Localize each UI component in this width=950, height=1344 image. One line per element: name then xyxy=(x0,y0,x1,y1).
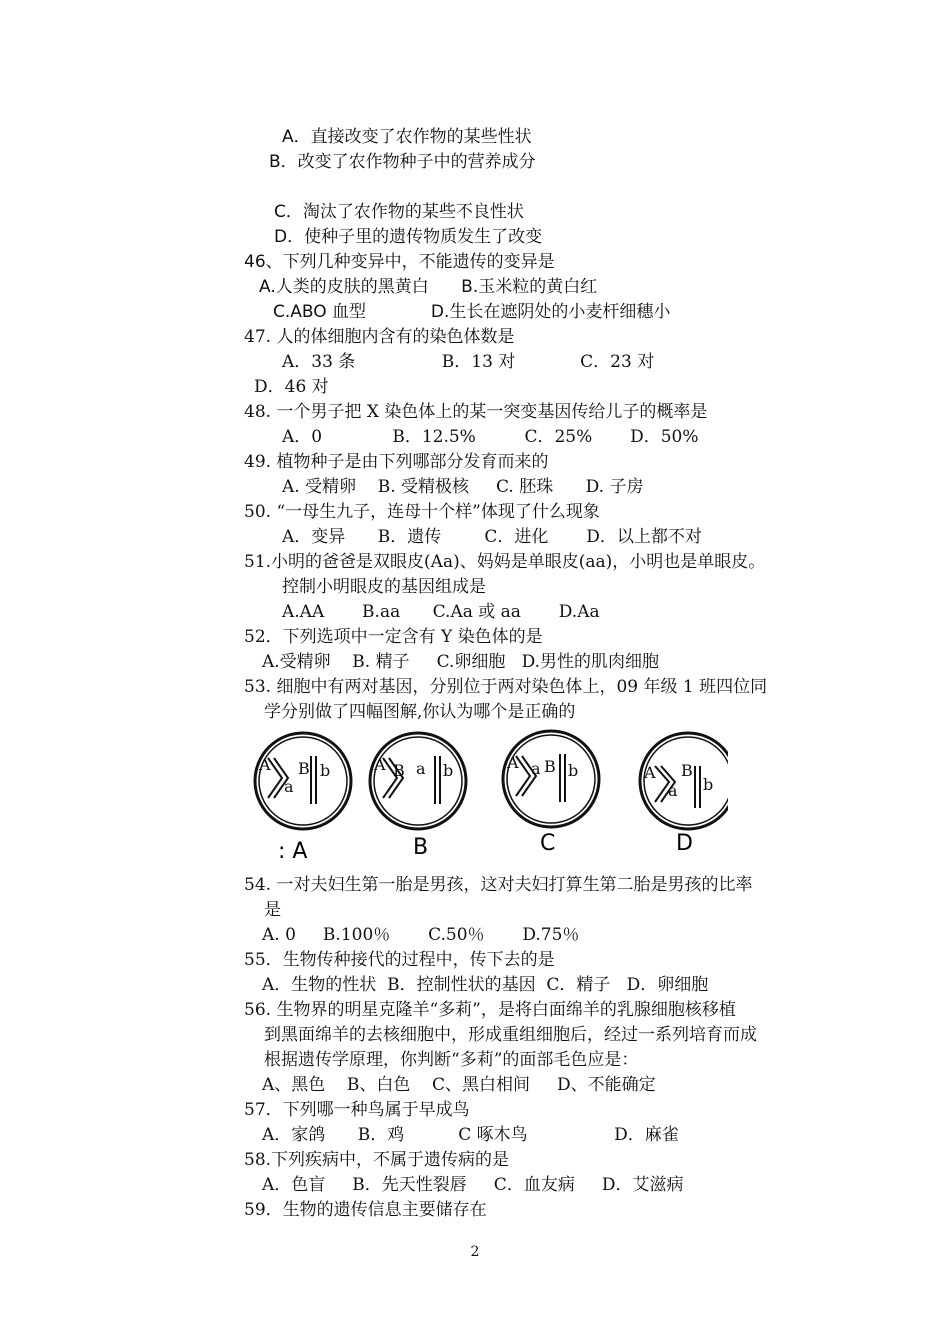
q51-options: A.AA B.aa C.Aa 或 aa D.Aa xyxy=(282,602,600,622)
cell-d-label: D xyxy=(676,831,693,856)
q49-stem: 49. 植物种子是由下列哪部分发育而来的 xyxy=(244,452,549,472)
q51-stem-cont: 控制小明眼皮的基因组成是 xyxy=(282,577,486,597)
svg-text:B: B xyxy=(298,759,310,778)
svg-text:A: A xyxy=(644,763,656,782)
q58-options: A．色盲 B．先天性裂唇 C．血友病 D．艾滋病 xyxy=(262,1175,684,1195)
q53-stem-cont: 学分别做了四幅图解,你认为哪个是正确的 xyxy=(264,702,576,722)
svg-text:a: a xyxy=(416,759,426,778)
q56-stem-cont2: 根据遗传学原理，你判断“多莉”的面部毛色应是： xyxy=(264,1050,639,1070)
q56-stem: 56. 生物界的明星克隆羊“多莉”，是将白面绵羊的乳腺细胞核移植 xyxy=(244,1000,736,1020)
cell-a-label: : A xyxy=(278,839,308,864)
q50-stem: 50. “一母生九子，连母十个样”体现了什么现象 xyxy=(244,502,600,522)
svg-text:a: a xyxy=(668,781,678,800)
q46-options-cd: C.ABO 血型 D.生长在遮阴处的小麦杆细穗小 xyxy=(273,302,671,322)
svg-text:b: b xyxy=(320,761,331,780)
q50-options: A．变异 B．遗传 C．进化 D．以上都不对 xyxy=(282,527,702,547)
q45-option-c: C．淘汰了农作物的某些不良性状 xyxy=(274,202,524,222)
cell-a-diagram xyxy=(255,733,351,829)
q57-options: A．家鸽 B．鸡 C 啄木鸟 D．麻雀 xyxy=(262,1125,679,1145)
q56-stem-cont: 到黑面绵羊的去核细胞中，形成重组细胞后，经过一系列培育而成 xyxy=(264,1025,757,1045)
q45-option-b: B．改变了农作物种子中的营养成分 xyxy=(269,152,536,172)
q47-stem: 47. 人的体细胞内含有的染色体数是 xyxy=(244,327,515,347)
q54-stem: 54. 一对夫妇生第一胎是男孩，这对夫妇打算生第二胎是男孩的比率 xyxy=(244,875,753,895)
q49-options: A. 受精卵 B. 受精极核 C. 胚珠 D. 子房 xyxy=(282,477,644,497)
q47-options-abc: A．33 条 B．13 对 C．23 对 xyxy=(282,352,655,372)
q54-stem-cont: 是 xyxy=(264,900,281,920)
svg-text:a: a xyxy=(531,759,541,778)
q52-stem: 52．下列选项中一定含有 Y 染色体的是 xyxy=(244,627,543,647)
svg-text:A: A xyxy=(259,755,271,774)
svg-text:a: a xyxy=(284,777,294,796)
q47-option-d: D．46 对 xyxy=(254,377,329,397)
svg-text:b: b xyxy=(443,761,454,780)
q45-option-d: D．使种子里的遗传物质发生了改变 xyxy=(274,227,543,247)
svg-text:B: B xyxy=(681,761,693,780)
q58-stem: 58.下列疾病中，不属于遗传病的是 xyxy=(244,1150,510,1170)
q55-stem: 55．生物传种接代的过程中，传下去的是 xyxy=(244,950,555,970)
cell-c-diagram xyxy=(503,731,599,827)
q48-options: A．0 B．12.5% C．25% D．50% xyxy=(282,427,699,447)
q51-stem: 51.小明的爸爸是双眼皮(Aa)、妈妈是单眼皮(aa)，小明也是单眼皮。 xyxy=(244,552,766,572)
svg-text:A: A xyxy=(507,753,519,772)
q46-options-ab: A.人类的皮肤的黑黄白 B.玉米粒的黄白红 xyxy=(259,277,598,297)
q46-stem: 46、下列几种变异中，不能遗传的变异是 xyxy=(244,252,555,272)
q52-options: A.受精卵 B. 精子 C.卵细胞 D.男性的肌肉细胞 xyxy=(262,652,660,672)
svg-text:B: B xyxy=(393,761,405,780)
q54-options: A. 0 B.100％ C.50％ D.75％ xyxy=(262,925,580,945)
q48-stem: 48. 一个男子把 X 染色体上的某一突变基因传给儿子的概率是 xyxy=(244,402,708,422)
q55-options: A．生物的性状 B．控制性状的基因 C．精子 D．卵细胞 xyxy=(262,975,709,995)
cell-b-diagram xyxy=(370,733,466,829)
chromosome-cells-figure xyxy=(248,726,728,866)
svg-text:b: b xyxy=(703,775,714,794)
q57-stem: 57．下列哪一种鸟属于早成鸟 xyxy=(244,1100,470,1120)
q45-option-a: A．直接改变了农作物的某些性状 xyxy=(282,127,532,147)
svg-text:B: B xyxy=(544,757,556,776)
cell-b-label: B xyxy=(413,835,429,860)
page-number: 2 xyxy=(470,1244,480,1260)
q53-stem: 53. 细胞中有两对基因，分别位于两对染色体上，09 年级 1 班四位同 xyxy=(244,677,768,697)
q56-options: A、黑色 B、白色 C、黑白相间 D、不能确定 xyxy=(262,1075,656,1095)
q59-stem: 59．生物的遗传信息主要储存在 xyxy=(244,1200,487,1220)
svg-text:A: A xyxy=(374,755,386,774)
cell-c-label: C xyxy=(540,831,556,856)
svg-text:b: b xyxy=(568,761,579,780)
